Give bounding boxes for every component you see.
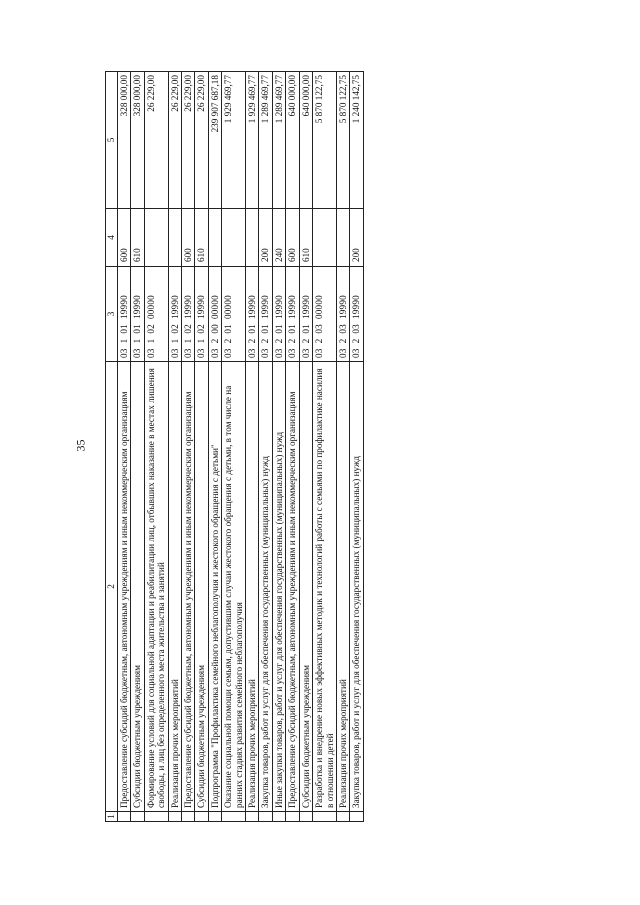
row-sum: 26 229,00 [182,72,195,209]
table-header-row [106,72,118,822]
row-sum: 26 229,00 [195,72,208,209]
row-sum: 328 000,00 [118,72,131,209]
row-vr: 600 [286,209,299,267]
row-code: 03 2 03 00000 [313,267,337,362]
row-sum: 26 229,00 [168,72,181,209]
table-row [182,72,195,822]
table-row [272,72,285,822]
column-header: 4 [106,209,118,267]
table-row [286,72,299,822]
row-sum: 328 000,00 [131,72,144,209]
row-vr: 200 [350,209,363,267]
row-name: Предоставление субсидий бюджетным, автономным учреждениям и иным некоммерческим организациям [118,362,131,812]
row-sum: 1 289 469,77 [259,72,272,209]
row-name: Реализация прочих мероприятий [246,362,259,812]
table-row [246,72,259,822]
row-sum: 239 907 687,18 [208,72,221,209]
row-name: Закупка товаров, работ и услуг для обеспечения государственных (муниципальных) нужд [350,362,363,812]
column-header: 5 [106,72,118,209]
row-code: 03 2 00 00000 [208,267,221,362]
row-name: Субсидии бюджетным учреждениям [195,362,208,812]
row-sum: 1 929 469,77 [222,72,246,209]
row-name: Реализация прочих мероприятий [168,362,181,812]
row-name: Закупка товаров, работ и услуг для обеспечения государственных (муниципальных) нужд [259,362,272,812]
row-code: 03 2 01 19990 [299,267,312,362]
row-vr [144,209,168,267]
row-name: Формирование условий для социальной адаптации и реабилитации лиц, отбывших наказание в местах лишения свободы, и лиц без определенного места жительства и занятий [144,362,168,812]
column-header: 3 [106,267,118,362]
table-row [168,72,181,822]
row-sum: 5 870 122,75 [313,72,337,209]
row-vr: 610 [195,209,208,267]
row-code: 03 2 01 19990 [259,267,272,362]
row-sum: 1 929 469,77 [246,72,259,209]
row-code: 03 1 02 00000 [144,267,168,362]
row-name: Оказание социальной помощи семьям, допустившим случаи жестокого обращения с детьми, в том числе на ранних стадиях развития семейного неблагополучия [222,362,246,812]
row-vr [222,209,246,267]
row-code: 03 1 02 19990 [182,267,195,362]
row-sum: 1 289 469,77 [272,72,285,209]
row-vr: 600 [182,209,195,267]
column-header: 2 [106,362,118,812]
table-row [208,72,221,822]
table-row [313,72,337,822]
table-row [222,72,246,822]
row-code: 03 2 01 19990 [286,267,299,362]
row-sum: 26 229,00 [144,72,168,209]
row-name: Разработка и внедрение новых эффективных методик и технологий работы с семьями по профилактике насилия в отношении детей [313,362,337,812]
row-code: 03 1 01 19990 [131,267,144,362]
row-code: 03 1 01 19990 [118,267,131,362]
row-vr [313,209,337,267]
table-row [118,72,131,822]
row-vr [208,209,221,267]
row-vr [336,209,349,267]
row-name: Субсидии бюджетным учреждениям [299,362,312,812]
table-row [259,72,272,822]
table-row [336,72,349,822]
row-sum: 640 000,00 [299,72,312,209]
row-vr [246,209,259,267]
row-name: Реализация прочих мероприятий [336,362,349,812]
row-vr: 610 [299,209,312,267]
row-code: 03 2 01 19990 [246,267,259,362]
row-vr: 610 [131,209,144,267]
row-code: 03 2 03 19990 [350,267,363,362]
row-code: 03 2 01 19990 [272,267,285,362]
table-row [195,72,208,822]
row-code: 03 1 02 19990 [195,267,208,362]
table-row [131,72,144,822]
row-code: 03 1 02 19990 [168,267,181,362]
row-sum: 1 240 142,75 [350,72,363,209]
row-code: 03 2 03 19990 [336,267,349,362]
page-number: 35 [73,439,88,452]
row-vr: 600 [118,209,131,267]
budget-table [105,71,364,822]
table-row [350,72,363,822]
row-name: Подпрограмма "Профилактика семейного неблагополучия и жестокого обращения с детьми" [208,362,221,812]
row-name: Предоставление субсидий бюджетным, автономным учреждениям и иным некоммерческим организациям [286,362,299,812]
budget-table-container [105,72,525,822]
row-name: Предоставление субсидий бюджетным, автономным учреждениям и иным некоммерческим организациям [182,362,195,812]
table-row [299,72,312,822]
row-sum: 5 870 122,75 [336,72,349,209]
row-code: 03 2 01 00000 [222,267,246,362]
row-vr: 200 [259,209,272,267]
column-header: 1 [106,812,118,822]
row-sum: 640 000,00 [286,72,299,209]
row-name: Иные закупки товаров, работ и услуг для обеспечения государственных (муниципальных) нужд [272,362,285,812]
row-vr [168,209,181,267]
row-vr: 240 [272,209,285,267]
row-name: Субсидии бюджетным учреждениям [131,362,144,812]
table-row [144,72,168,822]
